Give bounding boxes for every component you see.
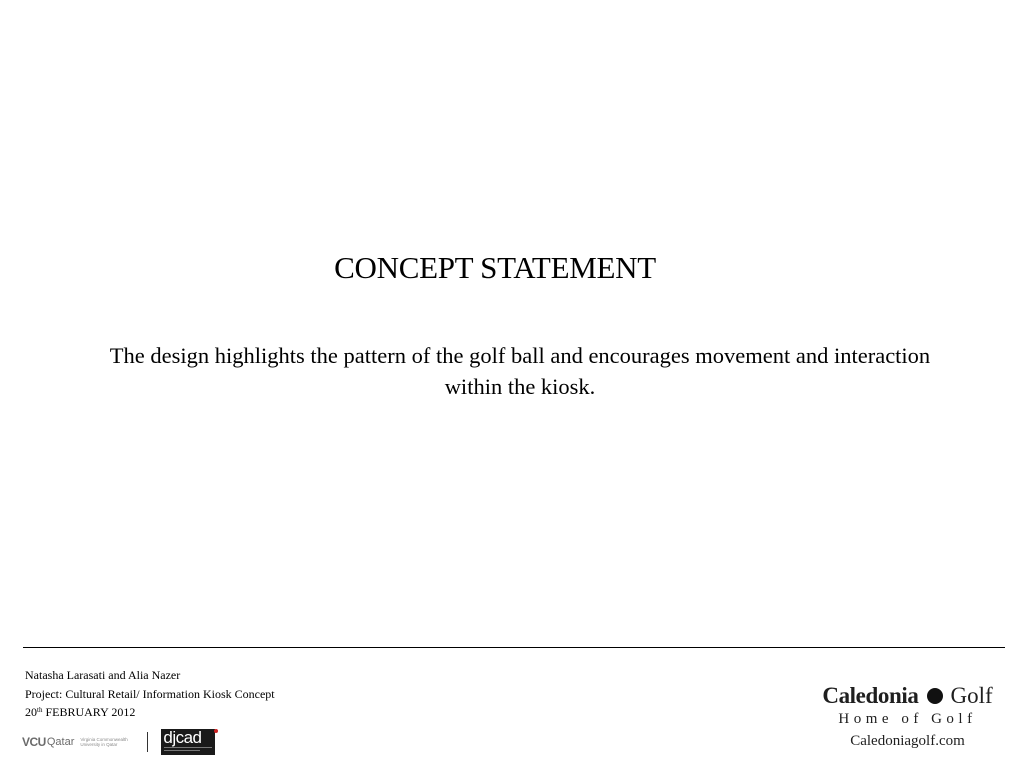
djcad-rule-short (164, 750, 200, 751)
caledonia-golf: Golf (950, 683, 993, 708)
caledonia-name: Caledonia (822, 683, 919, 708)
caledonia-golf-logo (810, 682, 1005, 752)
caledonia-tagline: Home of Golf (838, 711, 977, 727)
djcad-dot-icon (214, 729, 218, 733)
concept-statement-text: The design highlights the pattern of the golf ball and encourages movement and interaction within the kiosk. (109, 343, 931, 399)
date-line (25, 703, 275, 722)
vcu-mark: VCU (22, 735, 46, 749)
vcu-subtitle: Virginia Commonwealth University in Qatar (80, 737, 128, 747)
date-rest: FEBRUARY 2012 (42, 705, 136, 719)
djcad-text: djcad (163, 728, 202, 747)
institution-logos (22, 727, 215, 757)
authors-line: Natasha Larasati and Alia Nazer (25, 668, 181, 682)
slide-title: CONCEPT STATEMENT (334, 250, 656, 285)
date-suffix: th (37, 706, 43, 714)
caledonia-wordmark (810, 682, 1005, 710)
golf-ball-icon (927, 688, 943, 704)
footer-info (25, 666, 275, 722)
caledonia-url: Caledoniagolf.com (850, 733, 965, 749)
date-day: 20 (25, 705, 37, 719)
vcu-qatar-logo (22, 731, 140, 753)
logo-separator (147, 732, 148, 752)
project-line: Project: Cultural Retail/ Information Kiosk Concept (25, 686, 275, 701)
djcad-rule (164, 747, 212, 748)
vcu-qatar-text: Qatar (46, 736, 75, 748)
footer-divider (23, 647, 1005, 648)
djcad-logo (161, 729, 215, 755)
